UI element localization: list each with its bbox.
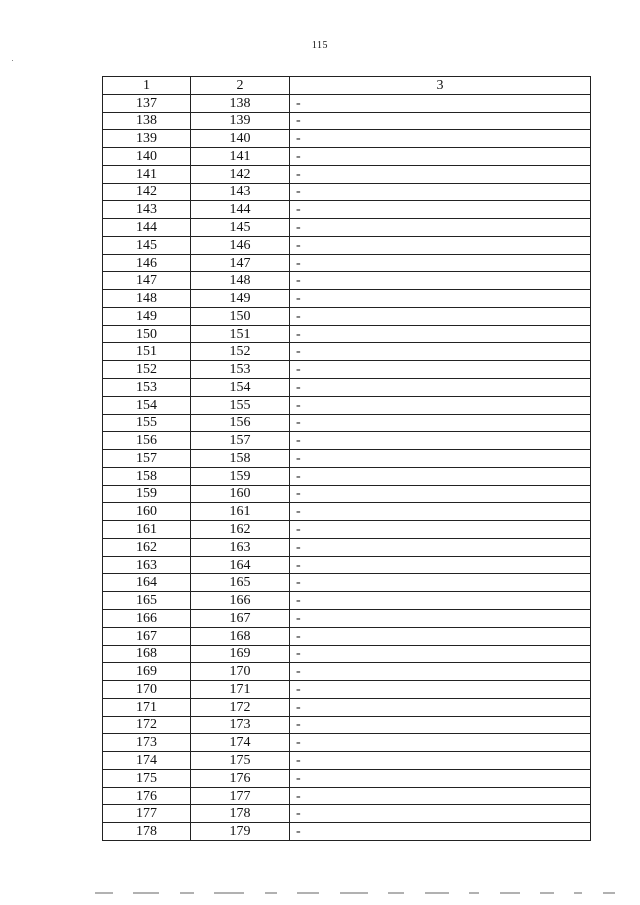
table-cell-col3: - — [290, 663, 591, 681]
table-row — [103, 645, 591, 663]
table-cell-col1: 146 — [103, 254, 191, 272]
table-cell-col2: 178 — [191, 805, 290, 823]
table-cell-col3: - — [290, 521, 591, 539]
table-cell-col1: 160 — [103, 503, 191, 521]
table-row — [103, 148, 591, 166]
table-cell-col2: 172 — [191, 698, 290, 716]
table-row — [103, 290, 591, 308]
table-cell-col2: 168 — [191, 627, 290, 645]
table-cell-col1: 172 — [103, 716, 191, 734]
table-cell-col2: 156 — [191, 414, 290, 432]
table-cell-col1: 167 — [103, 627, 191, 645]
table-row — [103, 823, 591, 841]
table-cell-col2: 150 — [191, 307, 290, 325]
table-cell-col1: 155 — [103, 414, 191, 432]
table-cell-col3: - — [290, 148, 591, 166]
table-cell-col2: 170 — [191, 663, 290, 681]
table-row — [103, 805, 591, 823]
table-cell-col2: 141 — [191, 148, 290, 166]
table-cell-col3: - — [290, 805, 591, 823]
table-cell-col3: - — [290, 787, 591, 805]
table-row — [103, 716, 591, 734]
table-cell-col1: 150 — [103, 325, 191, 343]
table-cell-col2: 165 — [191, 574, 290, 592]
table-cell-col1: 143 — [103, 201, 191, 219]
table-cell-col3: - — [290, 414, 591, 432]
table-cell-col1: 159 — [103, 485, 191, 503]
table-cell-col1: 151 — [103, 343, 191, 361]
table-cell-col3: - — [290, 485, 591, 503]
table-cell-col3: - — [290, 112, 591, 130]
table-row — [103, 325, 591, 343]
table-cell-col1: 139 — [103, 130, 191, 148]
header-cell-2: 2 — [191, 77, 290, 95]
header-cell-1: 1 — [103, 77, 191, 95]
table-cell-col1: 141 — [103, 165, 191, 183]
table-cell-col3: - — [290, 752, 591, 770]
table-cell-col3: - — [290, 272, 591, 290]
table-cell-col1: 170 — [103, 681, 191, 699]
table-cell-col2: 169 — [191, 645, 290, 663]
table-cell-col3: - — [290, 503, 591, 521]
table-row — [103, 503, 591, 521]
table-cell-col1: 163 — [103, 556, 191, 574]
table-cell-col1: 148 — [103, 290, 191, 308]
table-cell-col1: 168 — [103, 645, 191, 663]
table-cell-col2: 177 — [191, 787, 290, 805]
table-cell-col3: - — [290, 94, 591, 112]
table-row — [103, 396, 591, 414]
table-cell-col3: - — [290, 769, 591, 787]
data-table — [102, 76, 591, 841]
table-row — [103, 183, 591, 201]
table-cell-col3: - — [290, 574, 591, 592]
table-cell-col3: - — [290, 467, 591, 485]
table-cell-col1: 174 — [103, 752, 191, 770]
table-cell-col2: 151 — [191, 325, 290, 343]
table-cell-col2: 153 — [191, 361, 290, 379]
table-cell-col2: 173 — [191, 716, 290, 734]
table-cell-col1: 165 — [103, 592, 191, 610]
table-cell-col3: - — [290, 361, 591, 379]
table-cell-col2: 140 — [191, 130, 290, 148]
table-cell-col1: 158 — [103, 467, 191, 485]
table-cell-col1: 138 — [103, 112, 191, 130]
table-cell-col1: 169 — [103, 663, 191, 681]
table-row — [103, 752, 591, 770]
table-cell-col1: 173 — [103, 734, 191, 752]
table-row — [103, 769, 591, 787]
table-cell-col1: 157 — [103, 450, 191, 468]
table-cell-col3: - — [290, 165, 591, 183]
table-cell-col3: - — [290, 379, 591, 397]
table-cell-col2: 162 — [191, 521, 290, 539]
table-cell-col2: 138 — [191, 94, 290, 112]
table-cell-col2: 144 — [191, 201, 290, 219]
table-cell-col1: 164 — [103, 574, 191, 592]
table-cell-col1: 142 — [103, 183, 191, 201]
header-cell-3: 3 — [290, 77, 591, 95]
table-cell-col3: - — [290, 823, 591, 841]
table-row — [103, 556, 591, 574]
table-cell-col2: 159 — [191, 467, 290, 485]
table-row — [103, 112, 591, 130]
table-row — [103, 379, 591, 397]
table-cell-col2: 148 — [191, 272, 290, 290]
table-cell-col3: - — [290, 609, 591, 627]
table-cell-col3: - — [290, 307, 591, 325]
table-cell-col3: - — [290, 681, 591, 699]
table-cell-col2: 164 — [191, 556, 290, 574]
table-header — [103, 77, 591, 95]
table-row — [103, 663, 591, 681]
table-row — [103, 734, 591, 752]
table-cell-col2: 174 — [191, 734, 290, 752]
table-row — [103, 592, 591, 610]
table-cell-col2: 158 — [191, 450, 290, 468]
table-cell-col2: 166 — [191, 592, 290, 610]
scan-speck — [12, 60, 13, 61]
table-cell-col3: - — [290, 450, 591, 468]
table-row — [103, 467, 591, 485]
table-cell-col2: 152 — [191, 343, 290, 361]
table-cell-col2: 154 — [191, 379, 290, 397]
table-cell-col3: - — [290, 627, 591, 645]
table-cell-col2: 145 — [191, 219, 290, 237]
table-cell-col2: 160 — [191, 485, 290, 503]
table-cell-col3: - — [290, 396, 591, 414]
table-row — [103, 361, 591, 379]
table-cell-col3: - — [290, 432, 591, 450]
table-cell-col2: 163 — [191, 538, 290, 556]
page-number: 115 — [311, 40, 329, 51]
table-cell-col2: 139 — [191, 112, 290, 130]
table-cell-col3: - — [290, 538, 591, 556]
table-row — [103, 450, 591, 468]
table-cell-col2: 167 — [191, 609, 290, 627]
table-cell-col2: 149 — [191, 290, 290, 308]
table-row — [103, 165, 591, 183]
table-cell-col1: 156 — [103, 432, 191, 450]
table-cell-col1: 161 — [103, 521, 191, 539]
table-cell-col3: - — [290, 698, 591, 716]
table-row — [103, 627, 591, 645]
table-cell-col1: 140 — [103, 148, 191, 166]
table-cell-col2: 175 — [191, 752, 290, 770]
table-cell-col3: - — [290, 592, 591, 610]
table-cell-col1: 177 — [103, 805, 191, 823]
table-row — [103, 201, 591, 219]
table-cell-col1: 149 — [103, 307, 191, 325]
table-cell-col3: - — [290, 130, 591, 148]
table-cell-col3: - — [290, 201, 591, 219]
table-cell-col2: 161 — [191, 503, 290, 521]
table-cell-col2: 143 — [191, 183, 290, 201]
table-cell-col3: - — [290, 236, 591, 254]
table-row — [103, 538, 591, 556]
table-row — [103, 94, 591, 112]
table-cell-col3: - — [290, 325, 591, 343]
table-cell-col2: 157 — [191, 432, 290, 450]
table-row — [103, 574, 591, 592]
table-row — [103, 254, 591, 272]
header-row — [103, 77, 591, 95]
table-cell-col1: 171 — [103, 698, 191, 716]
bottom-scan-artifact — [95, 891, 615, 895]
table-row — [103, 219, 591, 237]
table-row — [103, 307, 591, 325]
table-row — [103, 521, 591, 539]
table-cell-col2: 147 — [191, 254, 290, 272]
table-cell-col3: - — [290, 219, 591, 237]
table-cell-col1: 178 — [103, 823, 191, 841]
table-row — [103, 485, 591, 503]
table-row — [103, 272, 591, 290]
table-row — [103, 698, 591, 716]
table-cell-col1: 153 — [103, 379, 191, 397]
table-cell-col3: - — [290, 556, 591, 574]
table-cell-col1: 144 — [103, 219, 191, 237]
table-cell-col3: - — [290, 343, 591, 361]
table-cell-col1: 147 — [103, 272, 191, 290]
table-cell-col1: 175 — [103, 769, 191, 787]
table-cell-col1: 145 — [103, 236, 191, 254]
table-row — [103, 414, 591, 432]
table-row — [103, 609, 591, 627]
table-cell-col3: - — [290, 183, 591, 201]
table-cell-col3: - — [290, 734, 591, 752]
table-cell-col2: 176 — [191, 769, 290, 787]
table-cell-col1: 176 — [103, 787, 191, 805]
table-cell-col2: 171 — [191, 681, 290, 699]
table-cell-col1: 152 — [103, 361, 191, 379]
table-cell-col3: - — [290, 254, 591, 272]
table-cell-col2: 155 — [191, 396, 290, 414]
table-row — [103, 432, 591, 450]
table-cell-col2: 179 — [191, 823, 290, 841]
table-row — [103, 130, 591, 148]
table-cell-col3: - — [290, 290, 591, 308]
table-row — [103, 343, 591, 361]
table-body — [103, 94, 591, 840]
table-row — [103, 787, 591, 805]
table-cell-col3: - — [290, 645, 591, 663]
table-cell-col2: 146 — [191, 236, 290, 254]
table-row — [103, 236, 591, 254]
table-cell-col1: 137 — [103, 94, 191, 112]
table-cell-col2: 142 — [191, 165, 290, 183]
table-cell-col1: 162 — [103, 538, 191, 556]
table-cell-col1: 166 — [103, 609, 191, 627]
table-cell-col1: 154 — [103, 396, 191, 414]
table-cell-col3: - — [290, 716, 591, 734]
table-row — [103, 681, 591, 699]
